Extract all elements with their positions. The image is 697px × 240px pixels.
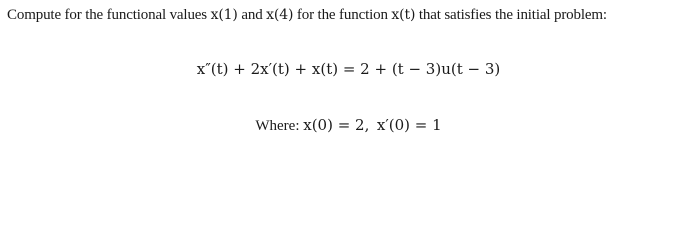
value-x4: x(4) <box>266 7 294 23</box>
prompt-mid-text: for the function <box>293 7 392 23</box>
initial-condition-x: x(0) = 2, <box>303 116 370 134</box>
differential-equation: x″(t) + 2x′(t) + x(t) = 2 + (t − 3)u(t − 3) <box>196 60 501 78</box>
problem-prompt <box>7 5 697 25</box>
initial-condition-x-prime: x′(0) = 1 <box>376 116 442 134</box>
function-name: x(t) <box>391 7 416 23</box>
prompt-and-text: and <box>237 7 267 23</box>
value-x1: x(1) <box>210 7 238 23</box>
initial-conditions <box>0 114 697 137</box>
where-label: Where: <box>255 118 304 134</box>
prompt-lead-text: Compute for the functional values <box>7 7 211 23</box>
prompt-tail-text: that satisfies the initial problem: <box>415 7 607 23</box>
